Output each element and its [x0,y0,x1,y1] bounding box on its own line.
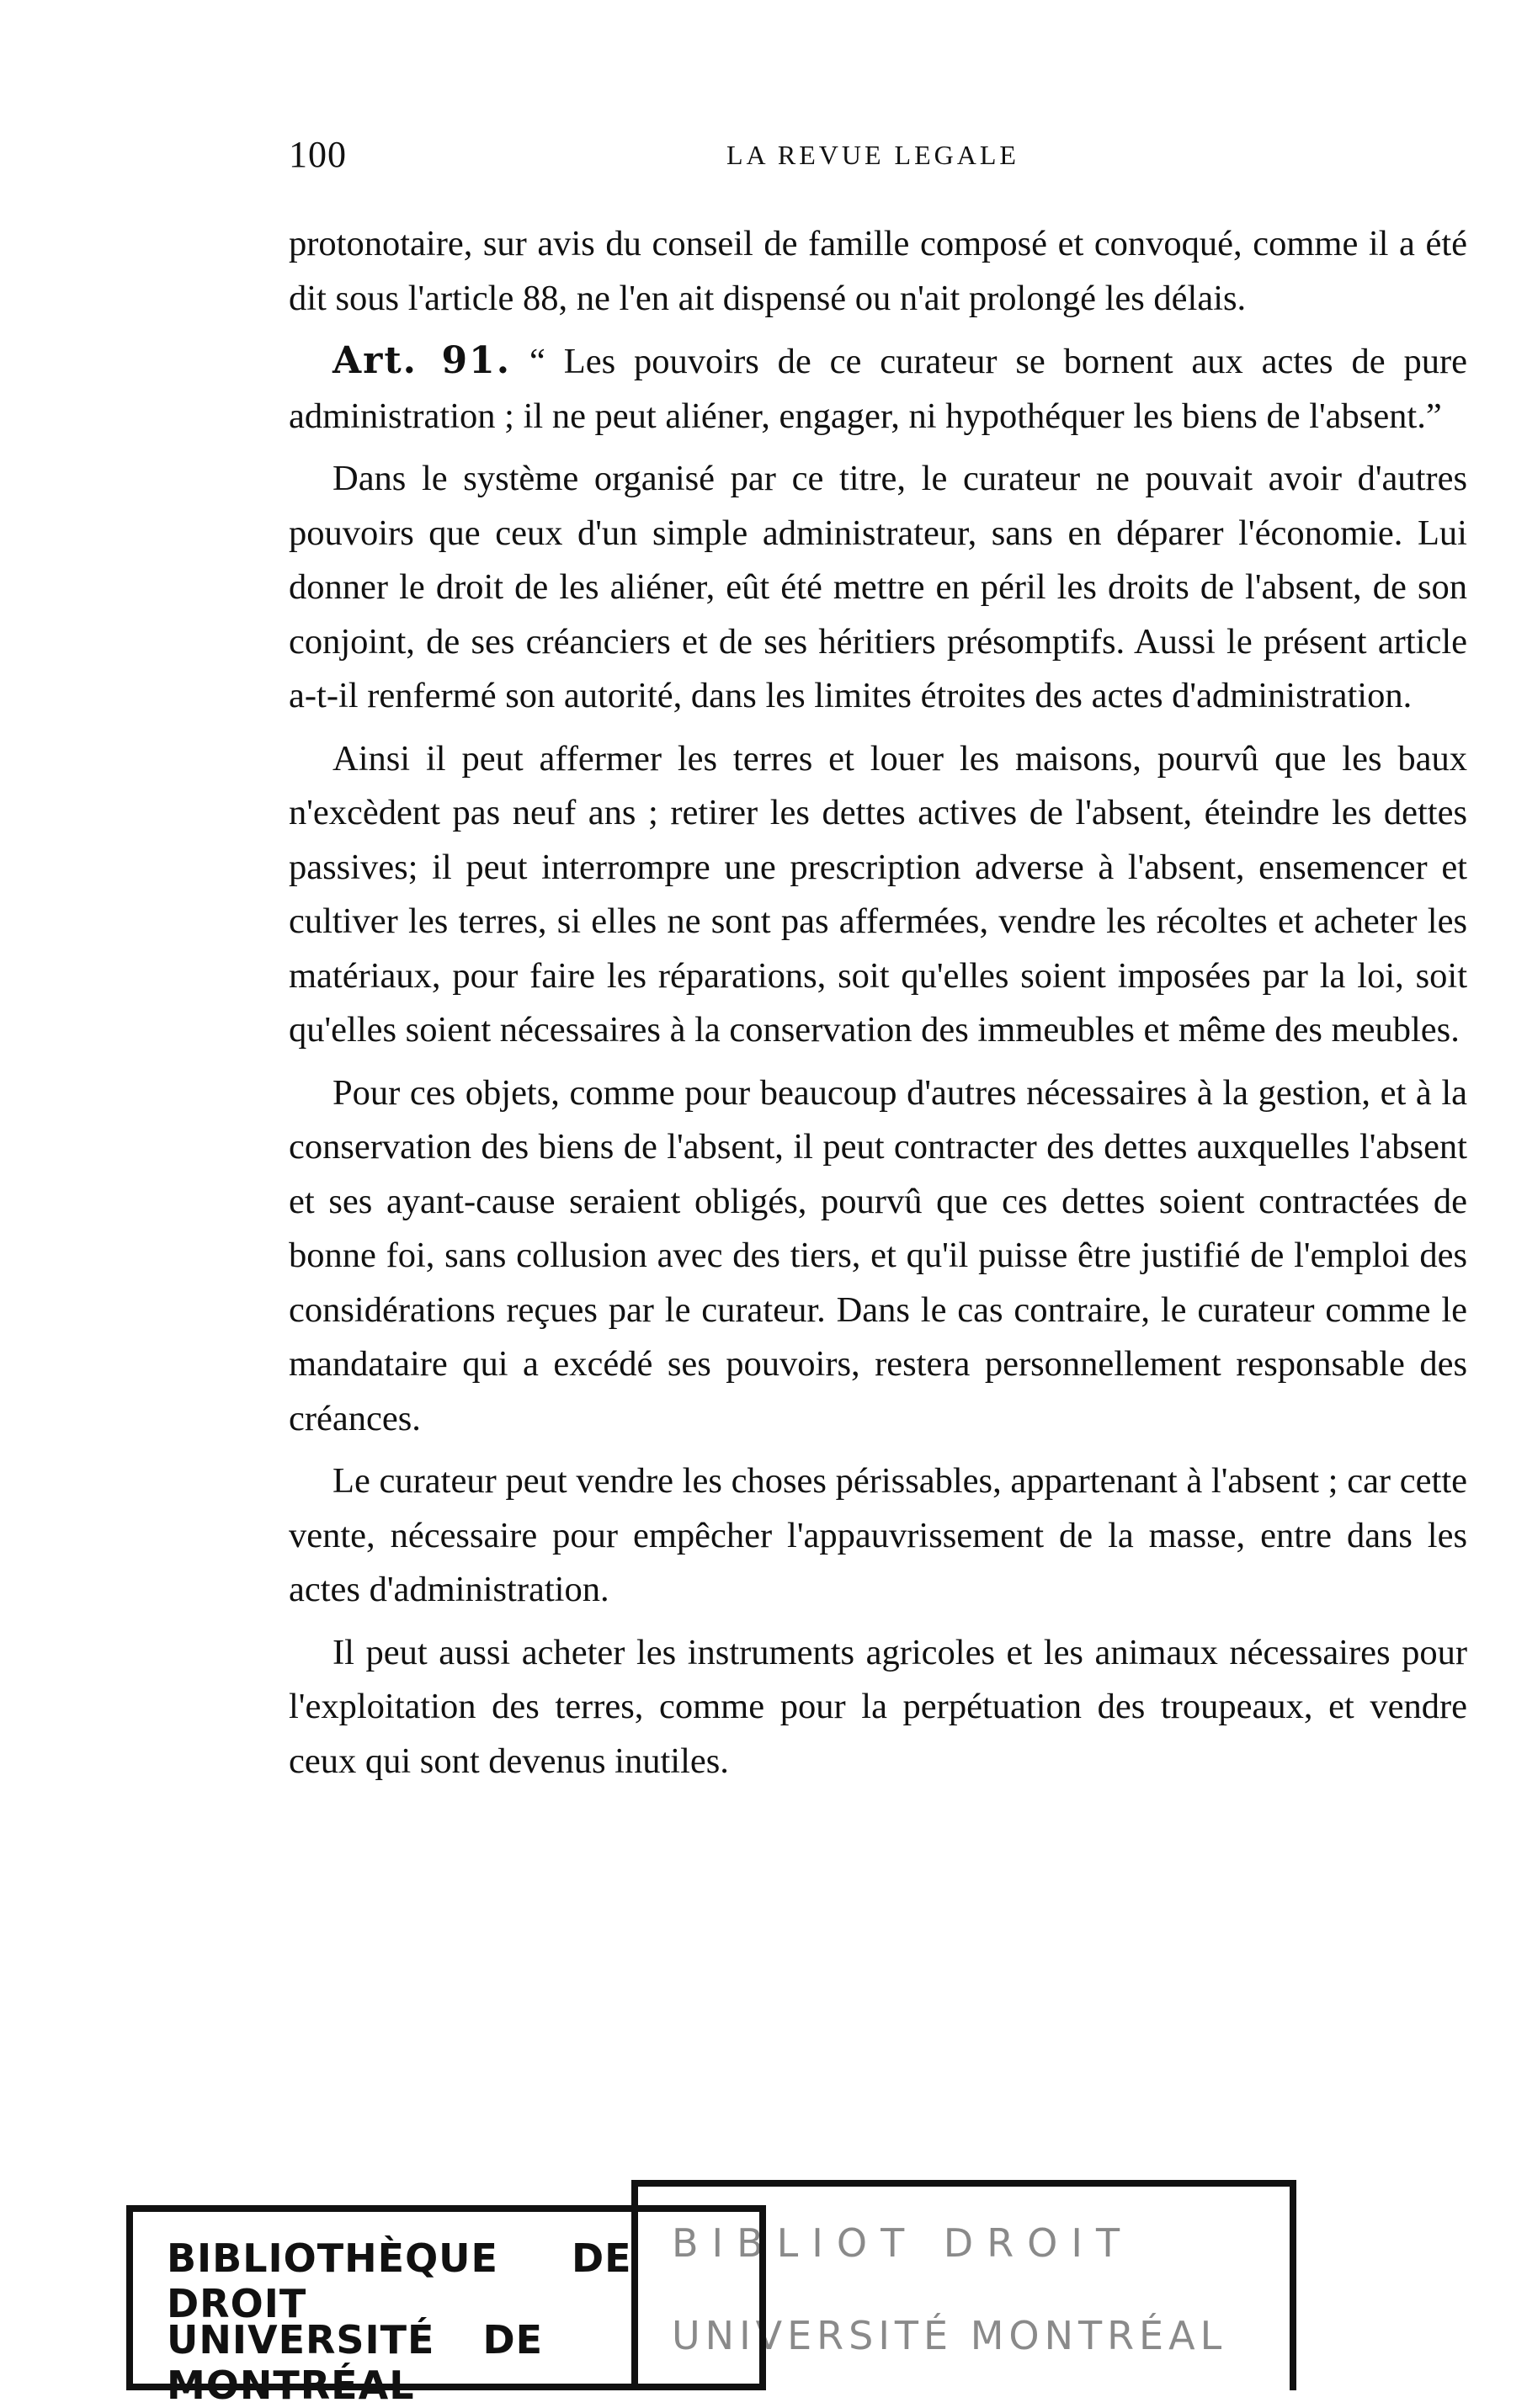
stamp-line1: BIBLIOTHÈQUE DE DROIT [167,2235,632,2326]
body-text [289,217,1467,1797]
running-title: LA REVUE LEGALE [726,140,1019,170]
paragraph: Ainsi il peut affermer les terres et louer les maisons, pourvû que les baux n'excèdent pas neuf ans ; retirer les dettes actives de l'absent, éteindre les dettes passives; il peut interrompre une prescription adverse à l'absent, ensemencer et cultiver les terres, si elles ne sont pas affermées, vendre les récoltes et acheter les matériaux, pour faire les réparations, soit qu'elles soient imposées par la loi, soit qu'elles soient nécessaires à la conservation des immeubles et même des meubles. [289,738,1467,1050]
paragraph: Il peut aussi acheter les instruments agricoles et les animaux nécessaires pour l'exploitation des terres, comme pour la perpétuation des troupeaux, et vendre ceux qui sont devenus inutiles. [289,1632,1467,1781]
page-number: 100 [289,134,347,175]
running-head [289,133,1463,183]
stamp-box [126,2205,766,2408]
paragraph: Pour ces objets, comme pour beaucoup d'autres nécessaires à la gestion, et à la conservation des biens de l'absent, il peut contracter des dettes auxquelles l'absent et ses ayant-cause seraient obligés, pourvû que ces dettes soient contractées de bonne foi, sans collusion avec des tiers, et qu'il puisse être justifié de l'emploi des considérations reçues par le curateur. Dans le cas contraire, le curateur comme le mandataire qui a excédé ses pouvoirs, restera personnellement responsable des créances. [289,1072,1467,1438]
article-label: Art. 91. [333,339,512,382]
article-text: “ Les pouvoirs de ce curateur se bornent aux actes de pure administration ; il ne peut aliéner, engager, ni hypothéquer les biens de l'absent.” [289,342,1468,436]
paragraph: Dans le système organisé par ce titre, le curateur ne pouvait avoir d'autres pouvoirs que ceux d'un simple administrateur, sans en déparer l'économie. Lui donner le droit de les aliéner, eût été mettre en péril les droits de l'absent, de son conjoint, de ses créanciers et de ses héritiers présomptifs. Aussi le présent article a-t-il renfermé son autorité, dans les limites étroites des actes d'administration. [289,459,1467,715]
stamp-line2: UNIVERSITÉ DE MONTRÉAL [167,2317,544,2408]
stamp-faded-line1: BIBLIOT DROIT [672,2220,1134,2266]
stamp-faded-line2: UNIVERSITÉ MONTRÉAL [672,2313,1227,2358]
paragraph: Le curateur peut vendre les choses périssables, appartenant à l'absent ; car cette vente, nécessaire pour empêcher l'appauvrissement de la masse, entre dans les actes d'administration. [289,1461,1467,1609]
paragraph-article-91 [289,334,1467,444]
library-stamp [126,2180,1296,2408]
paragraph-continuation: protonotaire, sur avis du conseil de famille composé et convoqué, comme il a été dit sous l'article 88, ne l'en ait dispensé ou n'ait prolongé les délais. [289,224,1467,318]
